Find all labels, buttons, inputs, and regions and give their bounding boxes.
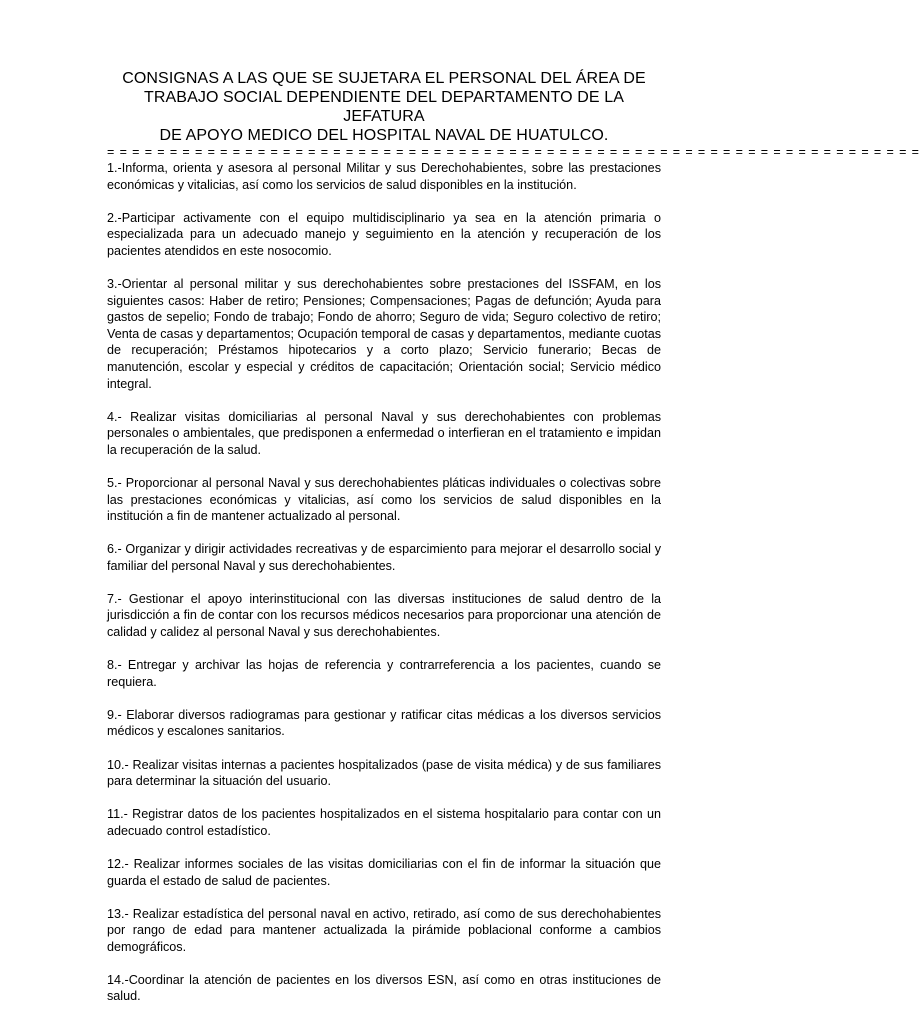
title-line-2: TRABAJO SOCIAL DEPENDIENTE DEL DEPARTAMENTO DE LA JEFATURA: [144, 89, 624, 125]
duty-item-2: 2.-Participar activamente con el equipo multidisciplinario ya sea en la atención primaria o especializada para un adecuado manejo y seguimiento en la atención y recuperación de los pacientes atendidos en este nosocomio.: [107, 210, 661, 258]
duty-item-5: 5.- Proporcionar al personal Naval y sus derechohabientes pláticas individuales o colectivas sobre las prestaciones económicas y vitalicias, así como los servicios de salud disponibles en la institución a fin de mantener actualizado al personal.: [107, 475, 661, 524]
title-line-3: DE APOYO MEDICO DEL HOSPITAL NAVAL DE HUATULCO.: [159, 127, 609, 144]
duty-item-3: 3.-Orientar al personal militar y sus derechohabientes sobre prestaciones del ISSFAM, en los siguientes casos: Haber de retiro; Pensiones; Compensaciones; Pagas de defunción; Ayuda para gastos de sepelio; Fondo de trabajo; Fondo de ahorro; Seguro de vida; Seguro colectivo de retiro; Venta de casas y departamentos; Ocupación temporal de casas y departamentos, mediante cuotas de recuperación; Préstamos hipotecarios y a corto plazo; Servicio funerario; Becas de manutención, escolar y especial y créditos de capacitación; Orientación social; Servicio médico integral.: [107, 276, 661, 391]
duty-item-7: 7.- Gestionar el apoyo interinstitucional con las diversas instituciones de salud dentro de la jurisdicción a fin de contar con los recursos médicos necesarios para proporcionar una atención de calidad y calidez al personal Naval y sus derechohabientes.: [107, 591, 661, 640]
document-page: [107, 69, 920, 1022]
duty-item-1: 1.-Informa, orienta y asesora al personal Militar y sus Derechohabientes, sobre las prestaciones económicas y vitalicias, así como los servicios de salud disponibles en la institución.: [107, 161, 661, 192]
duties-list: [107, 160, 661, 1005]
title-line-1: CONSIGNAS A LAS QUE SE SUJETARA EL PERSONAL DEL ÁREA DE: [122, 70, 646, 87]
duty-item-9: 9.- Elaborar diversos radiogramas para gestionar y ratificar citas médicas a los diversos servicios médicos y escalones sanitarios.: [107, 707, 661, 739]
separator-line: = = = = = = = = = = = = = = = = = = = = = = = = = = = = = = = = = = = = = = = = = = = = = = = = = = = = = = = = = = = = = = = = =: [107, 145, 920, 159]
duty-item-10: 10.- Realizar visitas internas a pacientes hospitalizados (pase de visita médica) y de sus familiares para determinar la situación del usuario.: [107, 757, 661, 789]
duty-item-13: 13.- Realizar estadística del personal naval en activo, retirado, así como de sus derechohabientes por rango de edad para mantener actualizada la pirámide poblacional conforme a cambios demográficos.: [107, 906, 661, 954]
document-title: [107, 69, 661, 145]
duty-item-12: 12.- Realizar informes sociales de las visitas domiciliarias con el fin de informar la situación que guarda el estado de salud de pacientes.: [107, 856, 661, 888]
duty-item-4: 4.- Realizar visitas domiciliarias al personal Naval y sus derechohabientes con problemas personales o ambientales, que predisponen a enfermedad o interfieran en el tratamiento e impidan la recuperación de la salud.: [107, 409, 661, 457]
duty-item-11: 11.- Registrar datos de los pacientes hospitalizados en el sistema hospitalario para contar con un adecuado control estadístico.: [107, 807, 661, 838]
duty-item-6: 6.- Organizar y dirigir actividades recreativas y de esparcimiento para mejorar el desarrollo social y familiar del personal Naval y sus derechohabientes.: [107, 542, 661, 573]
duty-item-8: 8.- Entregar y archivar las hojas de referencia y contrarreferencia a los pacientes, cuando se requiera.: [107, 658, 661, 689]
duty-item-14: 14.-Coordinar la atención de pacientes en los diversos ESN, así como en otras instituciones de salud.: [107, 972, 661, 1004]
